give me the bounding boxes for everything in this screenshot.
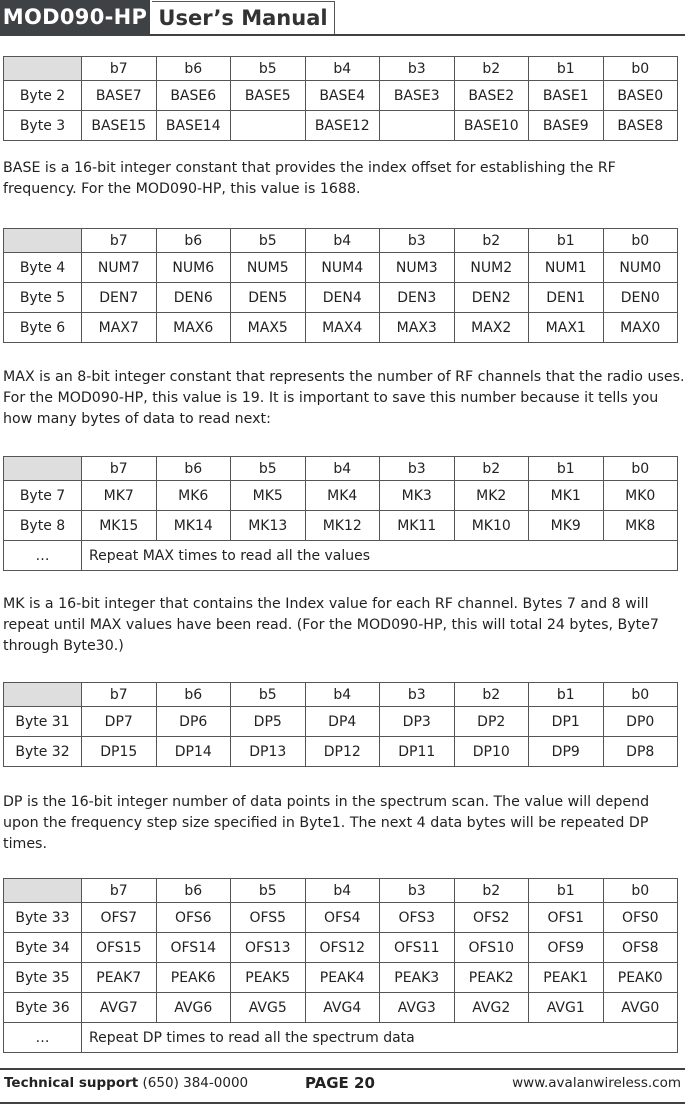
bit-header-cell: b2 [454,683,529,707]
bit-cell: NUM2 [454,253,529,283]
bit-header-cell: b3 [380,683,455,707]
mk-description: MK is a 16-bit integer that contains the Index value for each RF channel. Bytes 7 and 8 will repeat until MAX values have been read. (For the MOD090-HP, this will total 24 bytes, Byte7 through Byte30.) [3,596,659,654]
bit-cell: MK1 [529,481,604,511]
bit-cell: OFS3 [380,903,455,933]
table-row [4,111,678,141]
bit-cell [380,111,455,141]
bit-header-cell: b6 [156,683,231,707]
bit-cell: DP8 [603,737,678,767]
bit-cell [231,111,306,141]
table-row [4,903,678,933]
bit-cell: AVG1 [529,993,604,1023]
bit-header-cell: b1 [529,57,604,81]
bit-cell: DP14 [156,737,231,767]
byte-label-cell: Byte 5 [4,283,82,313]
bit-cell: MAX0 [603,313,678,343]
bit-cell: BASE5 [231,81,306,111]
bit-cell: DP10 [454,737,529,767]
bit-cell: OFS5 [231,903,306,933]
bit-cell: DP12 [305,737,380,767]
bit-header-cell: b4 [305,229,380,253]
bit-header-cell: b2 [454,229,529,253]
header-corner-cell [4,683,82,707]
bit-cell: DEN4 [305,283,380,313]
bit-cell: MAX2 [454,313,529,343]
table-row [4,313,678,343]
byte-label-cell: Byte 33 [4,903,82,933]
bit-cell: PEAK5 [231,963,306,993]
byte-label-cell: Byte 35 [4,963,82,993]
bit-header-cell: b0 [603,457,678,481]
bit-cell: DP4 [305,707,380,737]
bit-cell: OFS11 [380,933,455,963]
repeat-row [4,541,678,571]
bit-cell: MK10 [454,511,529,541]
bit-cell: BASE6 [156,81,231,111]
num-den-max-bit-table [3,228,678,343]
bit-cell: MK4 [305,481,380,511]
bit-cell: NUM6 [156,253,231,283]
bit-cell: DP6 [156,707,231,737]
bit-header-cell: b1 [529,683,604,707]
bit-header-cell: b7 [82,457,157,481]
bit-cell: DP2 [454,707,529,737]
bit-cell: MAX6 [156,313,231,343]
page-footer [0,1068,685,1106]
bit-cell: DP11 [380,737,455,767]
bit-header-row [4,57,678,81]
repeat-row [4,1023,678,1053]
bit-cell: NUM1 [529,253,604,283]
bit-cell: DEN2 [454,283,529,313]
bit-header-cell: b6 [156,457,231,481]
bit-cell: AVG5 [231,993,306,1023]
table-row [4,283,678,313]
byte-label-cell: Byte 7 [4,481,82,511]
bit-cell: DEN5 [231,283,306,313]
footer-rule-top [0,1068,685,1070]
bit-cell: MK13 [231,511,306,541]
bit-cell: MK8 [603,511,678,541]
bit-cell: MK11 [380,511,455,541]
bit-cell: OFS9 [529,933,604,963]
byte-label-cell: Byte 8 [4,511,82,541]
bit-cell: PEAK4 [305,963,380,993]
bit-cell: MAX1 [529,313,604,343]
header-corner-cell [4,229,82,253]
bit-header-cell: b5 [231,457,306,481]
bit-cell: NUM7 [82,253,157,283]
bit-cell: BASE15 [82,111,157,141]
bit-header-cell: b4 [305,683,380,707]
table-row [4,737,678,767]
byte-label-cell: Byte 32 [4,737,82,767]
bit-cell: MAX5 [231,313,306,343]
bit-cell: NUM4 [305,253,380,283]
bit-header-cell: b0 [603,57,678,81]
bit-header-cell: b3 [380,229,455,253]
bit-cell: DEN1 [529,283,604,313]
bit-header-cell: b4 [305,879,380,903]
bit-header-cell: b5 [231,229,306,253]
byte-label-cell: Byte 36 [4,993,82,1023]
bit-cell: OFS13 [231,933,306,963]
dp-bit-table [3,682,678,767]
bit-header-cell: b0 [603,879,678,903]
bit-cell: DP5 [231,707,306,737]
bit-header-cell: b1 [529,457,604,481]
bit-cell: OFS8 [603,933,678,963]
bit-header-cell: b7 [82,683,157,707]
table-row [4,993,678,1023]
bit-cell: MK9 [529,511,604,541]
bit-cell: MAX3 [380,313,455,343]
bit-cell: DEN0 [603,283,678,313]
bit-header-cell: b0 [603,683,678,707]
bit-cell: OFS10 [454,933,529,963]
bit-header-cell: b7 [82,57,157,81]
bit-cell: PEAK6 [156,963,231,993]
bit-header-cell: b0 [603,229,678,253]
bit-cell: MK14 [156,511,231,541]
tech-support [4,1075,248,1091]
repeat-note: Repeat DP times to read all the spectrum data [82,1023,678,1053]
byte-label-cell: Byte 3 [4,111,82,141]
table-row [4,511,678,541]
repeat-note: Repeat MAX times to read all the values [82,541,678,571]
bit-cell: OFS14 [156,933,231,963]
bit-header-cell: b2 [454,879,529,903]
bit-cell: AVG3 [380,993,455,1023]
byte-label-cell: Byte 6 [4,313,82,343]
bit-cell: DP15 [82,737,157,767]
bit-cell: MK12 [305,511,380,541]
page-header [0,0,685,36]
bit-cell: AVG6 [156,993,231,1023]
bit-cell: OFS1 [529,903,604,933]
byte-label-cell: Byte 31 [4,707,82,737]
table-row [4,963,678,993]
bit-header-cell: b3 [380,879,455,903]
ellipsis-cell: … [4,541,82,571]
bit-cell: DEN3 [380,283,455,313]
header-corner-cell [4,457,82,481]
bit-cell: NUM3 [380,253,455,283]
bit-cell: DEN6 [156,283,231,313]
bit-header-row [4,229,678,253]
byte-label-cell: Byte 2 [4,81,82,111]
bit-cell: BASE7 [82,81,157,111]
bit-header-cell: b4 [305,457,380,481]
bit-cell: BASE1 [529,81,604,111]
bit-cell: DEN7 [82,283,157,313]
bit-cell: OFS6 [156,903,231,933]
product-name: MOD090-HP [0,0,150,35]
ellipsis-cell: … [4,1023,82,1053]
bit-cell: BASE9 [529,111,604,141]
bit-cell: AVG2 [454,993,529,1023]
base-description: BASE is a 16-bit integer constant that provides the index offset for establishing the RF frequency. For the MOD090-HP, this value is 1688. [3,160,616,197]
page-number: PAGE 20 [305,1074,375,1092]
bit-cell: OFS12 [305,933,380,963]
bit-header-cell: b4 [305,57,380,81]
bit-cell: MK2 [454,481,529,511]
bit-cell: MAX4 [305,313,380,343]
bit-header-cell: b3 [380,457,455,481]
max-description: MAX is an 8-bit integer constant that represents the number of RF channels that the radio uses. For the MOD090-HP, this value is 19. It is important to save this number because it tells you how many bytes of data to read next: [3,369,685,427]
table-row [4,933,678,963]
spectrum-bit-table [3,878,678,1053]
bit-cell: MK7 [82,481,157,511]
bit-cell: PEAK0 [603,963,678,993]
bit-cell: OFS7 [82,903,157,933]
bit-cell: MK0 [603,481,678,511]
bit-cell: DP1 [529,707,604,737]
bit-cell: PEAK2 [454,963,529,993]
table-row [4,81,678,111]
bit-cell: MK6 [156,481,231,511]
bit-cell: PEAK3 [380,963,455,993]
bit-header-cell: b1 [529,879,604,903]
bit-cell: MK5 [231,481,306,511]
bit-header-row [4,683,678,707]
table-row [4,253,678,283]
bit-cell: AVG0 [603,993,678,1023]
bit-cell: AVG4 [305,993,380,1023]
bit-cell: OFS4 [305,903,380,933]
bit-cell: DP13 [231,737,306,767]
bit-header-cell: b7 [82,229,157,253]
bit-cell: MAX7 [82,313,157,343]
bit-cell: NUM5 [231,253,306,283]
bit-cell: OFS0 [603,903,678,933]
bit-cell: BASE0 [603,81,678,111]
bit-cell: BASE3 [380,81,455,111]
bit-cell: MK3 [380,481,455,511]
bit-header-cell: b6 [156,57,231,81]
header-rule [0,34,685,36]
bit-cell: DP9 [529,737,604,767]
bit-header-row [4,879,678,903]
mk-bit-table [3,456,678,571]
bit-cell: BASE8 [603,111,678,141]
bit-cell: DP0 [603,707,678,737]
bit-cell: BASE10 [454,111,529,141]
bit-header-cell: b6 [156,879,231,903]
bit-cell: BASE2 [454,81,529,111]
bit-header-row [4,457,678,481]
footer-rule-bottom [0,1102,685,1104]
bit-cell: BASE14 [156,111,231,141]
bit-cell: DP3 [380,707,455,737]
bit-header-cell: b3 [380,57,455,81]
table-row [4,481,678,511]
bit-cell: AVG7 [82,993,157,1023]
tech-support-phone: (650) 384-0000 [142,1075,249,1091]
bit-cell: OFS15 [82,933,157,963]
dp-description: DP is the 16-bit integer number of data points in the spectrum scan. The value will depend upon the frequency step size speciﬁed in Byte1. The next 4 data bytes will be repeated DP times. [3,794,650,852]
bit-cell: NUM0 [603,253,678,283]
bit-header-cell: b2 [454,57,529,81]
base-bit-table [3,56,678,141]
bit-header-cell: b1 [529,229,604,253]
bit-cell: DP7 [82,707,157,737]
tech-support-label: Technical support [4,1075,139,1091]
bit-header-cell: b5 [231,57,306,81]
bit-header-cell: b6 [156,229,231,253]
bit-header-cell: b7 [82,879,157,903]
bit-cell: MK15 [82,511,157,541]
bit-cell: BASE4 [305,81,380,111]
bit-header-cell: b5 [231,683,306,707]
byte-label-cell: Byte 4 [4,253,82,283]
website-link[interactable]: www.avalanwireless.com [512,1075,681,1091]
header-corner-cell [4,57,82,81]
bit-header-cell: b2 [454,457,529,481]
bit-cell: PEAK7 [82,963,157,993]
byte-label-cell: Byte 34 [4,933,82,963]
document-title: User’s Manual [152,1,335,35]
bit-cell: BASE12 [305,111,380,141]
bit-header-cell: b5 [231,879,306,903]
header-corner-cell [4,879,82,903]
bit-cell: OFS2 [454,903,529,933]
table-row [4,707,678,737]
bit-cell: PEAK1 [529,963,604,993]
